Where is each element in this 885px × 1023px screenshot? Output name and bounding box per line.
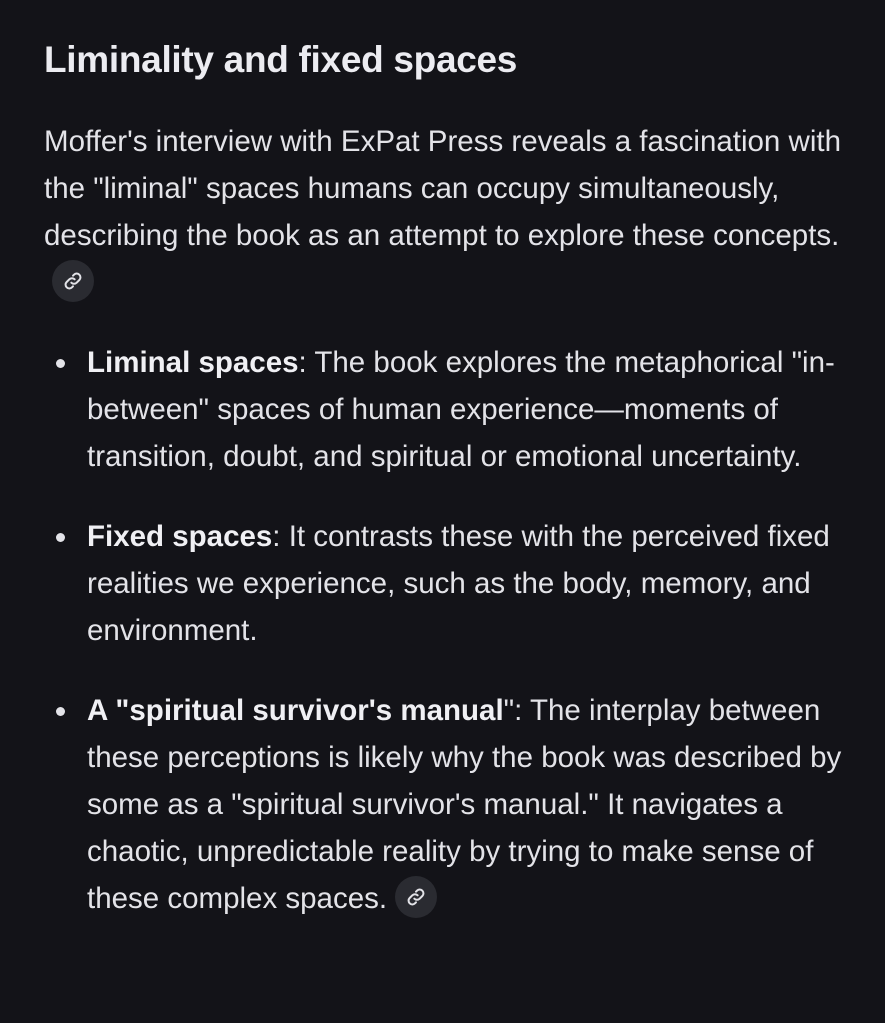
item-separator: ":: [503, 694, 523, 727]
link-icon: [63, 271, 83, 291]
item-text: The book explores the metaphorical "in-between" spaces of human experience—moments of transition, doubt, and spiritual or emotional uncertainty.: [87, 346, 835, 473]
bullet: [56, 707, 65, 716]
item-term: Liminal spaces: [87, 346, 299, 379]
points-list: [44, 339, 841, 922]
intro-text: Moffer's interview with ExPat Press reveals a fascination with the "liminal" spaces humans can occupy simultaneously, describing the book as an attempt to explore these concepts.: [44, 125, 841, 252]
list-item: [44, 339, 847, 480]
section-title: Liminality and fixed spaces: [44, 39, 518, 80]
item-separator: :: [298, 346, 307, 379]
list-item: [44, 687, 847, 922]
item-text: The interplay between these perceptions is likely why the book was described by some as a "spiritual survivor's manual." It navigates a chaotic, unpredictable reality by trying to make sense of these complex spaces.: [87, 694, 842, 915]
item-text: It contrasts these with the perceived fixed realities we experience, such as the body, memory, and environment.: [87, 520, 830, 647]
source-link-button[interactable]: [395, 876, 437, 918]
bullet: [56, 533, 65, 542]
intro-paragraph: [44, 118, 844, 306]
item-term: A "spiritual survivor's manual: [87, 694, 504, 727]
link-icon: [406, 887, 426, 907]
item-term: Fixed spaces: [87, 520, 273, 553]
bullet: [56, 359, 65, 368]
list-item: [44, 513, 847, 654]
item-separator: :: [272, 520, 281, 553]
source-link-button[interactable]: [52, 260, 94, 302]
